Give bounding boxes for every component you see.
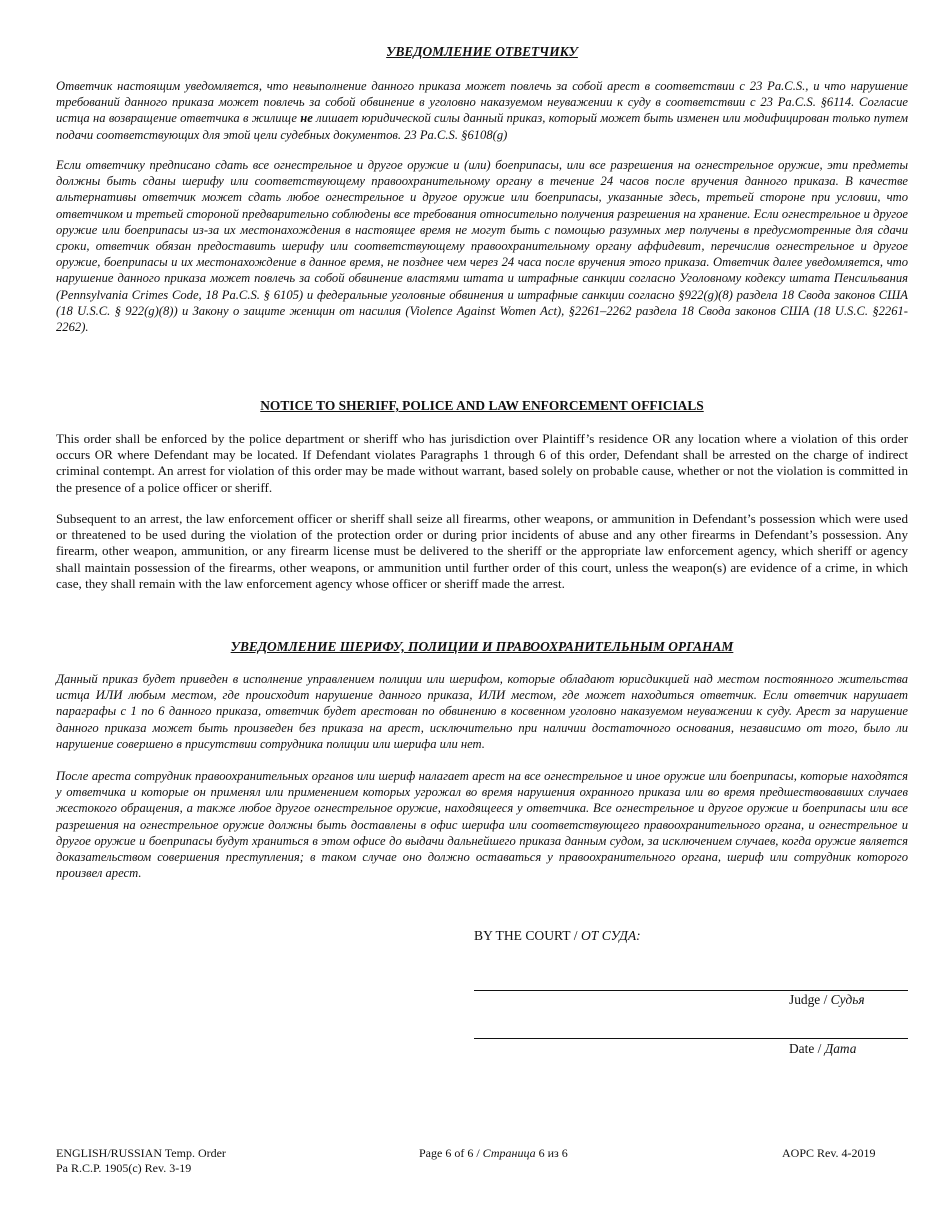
footer-page-number <box>419 1146 568 1161</box>
notice-sheriff-en-title: NOTICE TO SHERIFF, POLICE AND LAW ENFORCEMENT OFFICIALS <box>260 398 704 413</box>
footer-rule-ref: Pa R.C.P. 1905(c) Rev. 3-19 <box>56 1160 192 1175</box>
notice-defendant-paragraph-1-a: Ответчик настоящим уведомляется, что невыполнение данного приказа может повлечь за собой арест в соответствии с 23 Pa.C.S., и что нарушение требований данного приказа может повлечь за собой обвинение в уголовно наказуемом неуважении к суду в соответствии с 23 Pa.C.S. §6114. Согласие истца на возвращение ответчика в жилище <box>56 79 908 126</box>
date-caption-en: Date / <box>789 1041 825 1056</box>
notice-defendant-paragraph-2: Если ответчику предписано сдать все огнестрельное и другое оружие и (или) боеприпасы, или все разрешения на огнестрельное оружие, эти предметы должны быть сданы шерифу или соответствующему правоохранительному органу в течение 24 часов после вручения данного приказа. В качестве альтернативы ответчик может сдать любое огнестрельное и другое оружие или боеприпасы, указанные здесь, третьей стороне при условии, что ответчиком и третьей стороной предварительно соблюдены все требования относительно получения разрешения на хранение. Если огнестрельное и другое оружие или боеприпасы из-за их местонахождения в настоящее время не могут быть с помощью разумных мер получены в предусмотренные для сдачи сроки, ответчик обязан предоставить шерифу или соответствующему правоохранительному органу аффидевит, перечислив огнестрельное и другое оружие, боеприпасы и их местонахождение в данное время, не позднее чем через 24 часа после вручения этого приказа. Ответчик далее уведомляется, что нарушение данного приказа может повлечь за собой обвинение властями штата и штрафные санкции согласно Уголовному кодексу штата Пенсильвания (Pennsylvania Crimes Code, 18 Pa.C.S. § 6105) и федеральные уголовные обвинения и штрафные санкции согласно §922(g)(8) раздела 18 Свода законов США (18 U.S.C. § 922(g)(8)) и Закону о защите женщин от насилия (Violence Against Women Act), §2261–2262 раздела 18 Свода законов США (18 U.S.C. §2261-2262). <box>56 158 908 335</box>
notice-sheriff-en-paragraph-1: This order shall be enforced by the police department or sheriff who has jurisdiction over Plaintiff’s residence OR any location where a violation of this order occurs OR where Defendant may be located. If Defendant violates Paragraphs 1 through 6 of this order, Defendant shall be arrested on the charge of indirect criminal contempt. An arrest for violation of this order may be made without warrant, based solely on probable cause, whether or not the violation is committed in the presence of a police officer or sheriff. <box>56 431 908 495</box>
footer-form-id <box>56 1146 226 1175</box>
date-signature-line <box>474 1038 908 1039</box>
footer-page-ru: Страница <box>482 1146 536 1160</box>
notice-defendant-paragraph-1-emphasis: не <box>300 111 313 126</box>
judge-caption <box>789 992 865 1008</box>
by-the-court-en: BY THE COURT / <box>474 928 581 943</box>
notice-defendant-paragraph-1-b: лишает юридической силы данный приказ, который может быть изменен или модифицирован только путем подачи соответствующих для этой цели судебных документов. 23 Pa.C.S. §6108(g) <box>56 111 908 142</box>
notice-defendant-paragraph-1 <box>56 78 908 143</box>
date-caption-ru: Дата <box>824 1041 857 1056</box>
footer-page-tail: 6 из 6 <box>535 1146 568 1160</box>
by-the-court-label <box>474 928 641 944</box>
judge-caption-ru: Судья <box>830 992 865 1007</box>
judge-signature-line <box>474 990 908 991</box>
judge-caption-en: Judge / <box>789 992 831 1007</box>
by-the-court-ru: ОТ СУДА: <box>580 928 641 943</box>
notice-sheriff-ru-paragraph-1: Данный приказ будет приведен в исполнение управлением полиции или шерифом, которые обладают юрисдикцией над местом постоянного жительства истца ИЛИ любым местом, где происходит нарушение данного приказа, ИЛИ местом, где может находиться ответчик. Если ответчик нарушает параграфы с 1 по 6 данного приказа, ответчик будет арестован по обвинению в косвенном уголовно наказуемом неуважении к суду. Арест за нарушение данного приказа может быть произведен без приказа на арест, исключительно при наличии достаточного основания, независимо от того, было ли нарушение совершено в присутствии сотрудника полиции или шерифа или нет. <box>56 672 908 751</box>
notice-sheriff-ru-paragraph-2: После ареста сотрудник правоохранительных органов или шериф налагает арест на все огнестрельное и иное оружие или боеприпасы, которые находятся у ответчика и которые он применял или применением которых угрожал во время нарушения охранного приказа или во время предшествовавших случаев жестокого обращения, а также любое другое огнестрельное оружие, находящееся у ответчика. Все огнестрельное и другое оружие и боеприпасы или все разрешения на огнестрельное оружие должны быть доставлены в офис шерифа или соответствующего правоохранительного органа, и огнестрельное и другое оружие и боеприпасы будут храниться в этом офисе до выдачи дальнейшего приказа данным судом, за исключением случаев, когда оружие является доказательством совершения преступления; в таком случае оно должно оставаться у правоохранительного органа, шериф или сотрудник которого произвел арест. <box>56 769 908 881</box>
footer-revision: AOPC Rev. 4-2019 <box>782 1146 876 1160</box>
notice-sheriff-en-paragraph-2: Subsequent to an arrest, the law enforcement officer or sheriff shall seize all firearms, other weapons, or ammunition in Defendant’s possession which were used or threatened to be used during the violation of the protection order or during prior incidents of abuse and any other firearms in Defendant’s possession. Any firearm, other weapon, ammunition, or any firearm license must be delivered to the sheriff or the appropriate law enforcement agency, which sheriff or agency shall maintain possession of the firearms, other weapons, or ammunition until further order of this court, unless the weapon(s) are evidence of a crime, in which case, they shall remain with the law enforcement agency whose officer or sheriff made the arrest. <box>56 511 908 591</box>
notice-sheriff-ru-title: УВЕДОМЛЕНИЕ ШЕРИФУ, ПОЛИЦИИ И ПРАВООХРАНИТЕЛЬНЫМ ОРГАНАМ <box>230 639 734 654</box>
notice-defendant-title: УВЕДОМЛЕНИЕ ОТВЕТЧИКУ <box>386 44 578 59</box>
date-caption <box>789 1041 856 1057</box>
footer-page-en: Page 6 of 6 / <box>419 1146 483 1160</box>
footer-form-name: ENGLISH/RUSSIAN Temp. Order <box>56 1146 226 1160</box>
